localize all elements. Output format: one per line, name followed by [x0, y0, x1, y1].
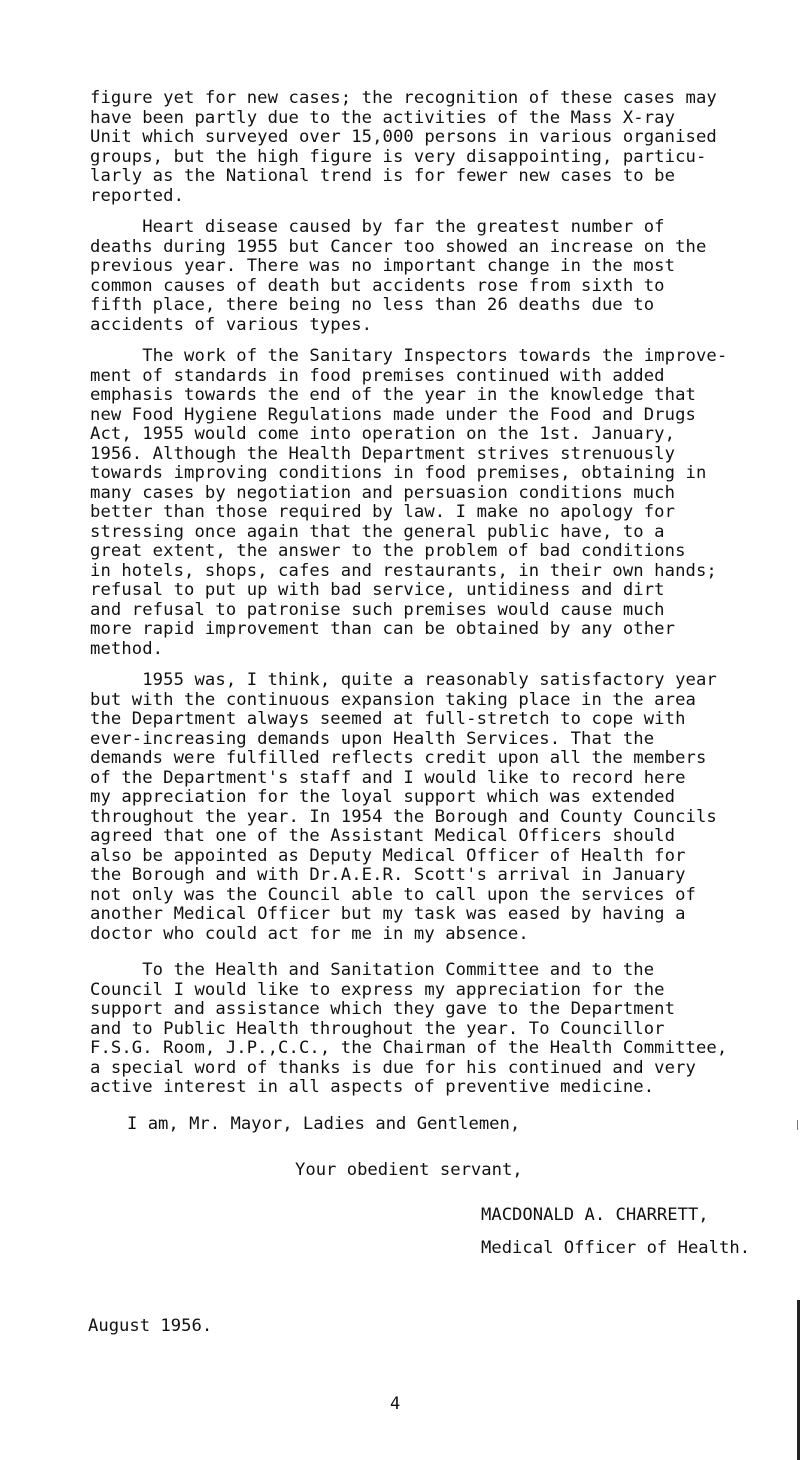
text-line: not only was the Council able to call upon the services of	[90, 884, 696, 905]
text-line: in hotels, shops, cafes and restaurants, in their own hands;	[90, 560, 717, 581]
text-line: have been partly due to the activities of the Mass X-ray	[90, 107, 676, 128]
scan-edge-mark	[797, 1120, 798, 1130]
text-line: agreed that one of the Assistant Medical Officers should	[90, 826, 676, 846]
text-line: a special word of thanks is due for his continued and very	[90, 1057, 696, 1078]
text-line: common causes of death but accidents rose from sixth to	[90, 275, 665, 296]
text-line: active interest in all aspects of preventive medicine.	[90, 1077, 655, 1097]
page-number: 4	[390, 1394, 401, 1414]
text-line: doctor who could act for me in my absence.	[90, 923, 529, 944]
text-line: deaths during 1955 but Cancer too showed an increase on the	[90, 236, 707, 257]
text-line: accidents of various types.	[90, 314, 373, 335]
text-line: refusal to put up with bad service, untidiness and dirt	[90, 580, 665, 600]
text-line: towards improving conditions in food premises, obtaining in	[90, 463, 707, 483]
text-line: Council I would like to express my appreciation for the	[90, 979, 665, 1000]
paragraph-committee-thanks	[90, 961, 790, 1098]
text-line: the Borough and with Dr.A.E.R. Scott's arrival in January	[90, 865, 686, 885]
text-line: groups, but the high figure is very disappointing, particu-	[90, 146, 707, 167]
text-line: the Department always seemed at full-stretch to cope with	[90, 709, 686, 729]
text-line: ever-increasing demands upon Health Services. That the	[90, 728, 655, 749]
signatory-title: Medical Officer of Health.	[481, 1238, 751, 1258]
text-line: of the Department's staff and I would like to record here	[90, 767, 686, 788]
text-line: reported.	[90, 185, 185, 206]
text-line: new Food Hygiene Regulations made under the Food and Drugs	[90, 404, 696, 425]
text-line: throughout the year. In 1954 the Borough and County Councils	[90, 806, 717, 827]
document-date: August 1956.	[88, 1316, 213, 1336]
text-line: support and assistance which they gave to the Department	[90, 999, 676, 1019]
text-line: F.S.G. Room, J.P.,C.C., the Chairman of the Health Committee,	[90, 1038, 728, 1058]
text-line: and refusal to patronise such premises would cause much	[90, 599, 665, 620]
salutation: I am, Mr. Mayor, Ladies and Gentlemen,	[127, 1114, 521, 1134]
text-line: stressing once again that the general public have, to a	[90, 521, 665, 542]
paragraph-tuberculosis	[90, 89, 790, 206]
text-line: but with the continuous expansion taking place in the area	[90, 689, 696, 710]
text-line: demands were fulfilled reflects credit upon all the members	[90, 748, 707, 768]
scan-edge-mark	[797, 1300, 800, 1460]
valediction: Your obedient servant,	[295, 1160, 523, 1180]
text-line: The work of the Sanitary Inspectors towards the improve-	[90, 346, 728, 366]
text-line: also be appointed as Deputy Medical Officer of Health for	[90, 845, 686, 866]
text-line: previous year. There was no important change in the most	[90, 256, 676, 276]
text-line: many cases by negotiation and persuasion conditions much	[90, 482, 676, 503]
text-line: 1956. Although the Health Department strives strenuously	[90, 443, 676, 464]
paragraph-heart-disease	[90, 218, 790, 335]
text-line: figure yet for new cases; the recognition of these cases may	[90, 88, 717, 108]
text-line: my appreciation for the loyal support which was extended	[90, 787, 676, 807]
paragraph-year-review	[90, 671, 790, 944]
paragraph-sanitary-inspectors	[90, 347, 790, 659]
text-line: Act, 1955 would come into operation on the 1st. January,	[90, 424, 676, 444]
text-line: emphasis towards the end of the year in the knowledge that	[90, 385, 696, 405]
text-line: great extent, the answer to the problem of bad conditions	[90, 541, 686, 561]
text-line: Heart disease caused by far the greatest number of	[90, 217, 665, 237]
text-line: method.	[90, 638, 164, 659]
text-line: To the Health and Sanitation Committee and to the	[90, 960, 655, 980]
text-line: fifth place, there being no less than 26 deaths due to	[90, 295, 655, 315]
signatory-name: MACDONALD A. CHARRETT,	[481, 1205, 709, 1225]
text-line: and to Public Health throughout the year. To Councillor	[90, 1018, 665, 1039]
text-line: ment of standards in food premises continued with added	[90, 365, 665, 386]
text-line: more rapid improvement than can be obtained by any other	[90, 619, 676, 639]
text-line: 1955 was, I think, quite a reasonably satisfactory year	[90, 670, 717, 690]
text-line: another Medical Officer but my task was eased by having a	[90, 904, 686, 924]
text-line: better than those required by law. I make no apology for	[90, 502, 676, 522]
text-line: Unit which surveyed over 15,000 persons in various organised	[90, 127, 717, 147]
text-line: larly as the National trend is for fewer new cases to be	[90, 166, 676, 186]
